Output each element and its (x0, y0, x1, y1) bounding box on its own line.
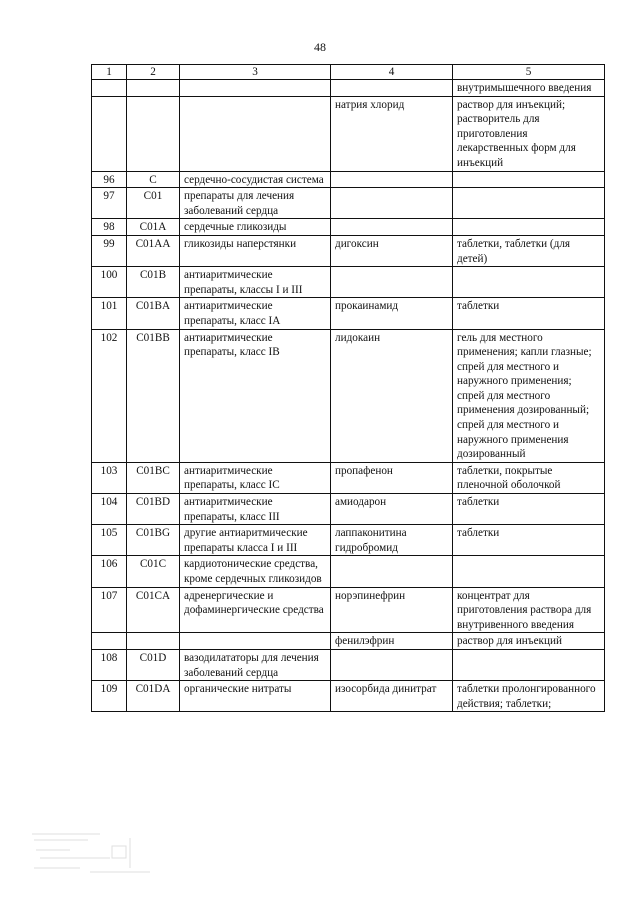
group-name-cell: антиаритмические препараты, класс IB (180, 329, 331, 462)
drug-name-cell: лаппаконитина гидробромид (331, 525, 453, 556)
table-row (92, 649, 605, 680)
table-row (92, 171, 605, 188)
group-name-cell: органические нитраты (180, 681, 331, 712)
row-number-cell: 97 (92, 188, 127, 219)
group-name-cell: сердечно-сосудистая система (180, 171, 331, 188)
header-row (92, 65, 605, 80)
dosage-form-cell (453, 649, 605, 680)
drug-name-cell (331, 267, 453, 298)
atc-code-cell: C01 (127, 188, 180, 219)
dosage-form-cell (453, 556, 605, 587)
atc-code-cell: C01BC (127, 462, 180, 493)
row-number-cell: 102 (92, 329, 127, 462)
row-number-cell: 108 (92, 649, 127, 680)
group-name-cell (180, 80, 331, 97)
table-row (92, 188, 605, 219)
drug-name-cell: норэпинефрин (331, 587, 453, 633)
group-name-cell: адренергические и дофаминергические средства (180, 587, 331, 633)
table-row (92, 462, 605, 493)
dosage-form-cell (453, 219, 605, 236)
table-row (92, 80, 605, 97)
group-name-cell: кардиотонические средства, кроме сердечных гликозидов (180, 556, 331, 587)
drug-name-cell: пропафенон (331, 462, 453, 493)
row-number-cell: 101 (92, 298, 127, 329)
atc-code-cell: C01BD (127, 494, 180, 525)
dosage-form-cell (453, 171, 605, 188)
group-name-cell: антиаритмические препараты, класс IA (180, 298, 331, 329)
dosage-form-cell: гель для местного применения; капли глазные; спрей для местного и наружного применения; спрей для местного применения дозированный; спрей для местного и наружного применения дозированный (453, 329, 605, 462)
dosage-form-cell (453, 188, 605, 219)
drug-name-cell: прокаинамид (331, 298, 453, 329)
row-number-cell: 105 (92, 525, 127, 556)
row-number-cell: 100 (92, 267, 127, 298)
dosage-form-cell: таблетки (453, 494, 605, 525)
atc-code-cell (127, 96, 180, 171)
header-cell: 5 (453, 65, 605, 80)
dosage-form-cell: внутримышечного введения (453, 80, 605, 97)
page-number: 48 (314, 40, 326, 54)
drug-name-cell: изосорбида динитрат (331, 681, 453, 712)
drug-name-cell: лидокаин (331, 329, 453, 462)
dosage-form-cell (453, 267, 605, 298)
table-row (92, 633, 605, 650)
atc-code-cell: C (127, 171, 180, 188)
drug-name-cell (331, 649, 453, 680)
table-row (92, 556, 605, 587)
group-name-cell: антиаритмические препараты, класс IC (180, 462, 331, 493)
table-row (92, 235, 605, 266)
table-row (92, 267, 605, 298)
header-cell: 4 (331, 65, 453, 80)
group-name-cell: антиаритмические препараты, класс III (180, 494, 331, 525)
drug-table (91, 64, 605, 712)
header-cell: 2 (127, 65, 180, 80)
header-cell: 3 (180, 65, 331, 80)
table-row (92, 329, 605, 462)
drug-name-cell: натрия хлорид (331, 96, 453, 171)
drug-name-cell (331, 556, 453, 587)
row-number-cell: 98 (92, 219, 127, 236)
row-number-cell: 103 (92, 462, 127, 493)
row-number-cell (92, 633, 127, 650)
atc-code-cell: C01BG (127, 525, 180, 556)
atc-code-cell: C01B (127, 267, 180, 298)
dosage-form-cell: таблетки (453, 298, 605, 329)
row-number-cell (92, 80, 127, 97)
row-number-cell: 109 (92, 681, 127, 712)
table-row (92, 96, 605, 171)
row-number-cell: 99 (92, 235, 127, 266)
dosage-form-cell: таблетки пролонгированного действия; таблетки; (453, 681, 605, 712)
atc-code-cell: C01D (127, 649, 180, 680)
drug-name-cell: дигоксин (331, 235, 453, 266)
dosage-form-cell: таблетки, таблетки (для детей) (453, 235, 605, 266)
group-name-cell: гликозиды наперстянки (180, 235, 331, 266)
atc-code-cell (127, 80, 180, 97)
table-row (92, 219, 605, 236)
row-number-cell: 104 (92, 494, 127, 525)
row-number-cell: 96 (92, 171, 127, 188)
dosage-form-cell: таблетки (453, 525, 605, 556)
atc-code-cell: C01BA (127, 298, 180, 329)
drug-name-cell (331, 171, 453, 188)
atc-code-cell: C01CA (127, 587, 180, 633)
dosage-form-cell: раствор для инъекций (453, 633, 605, 650)
atc-code-cell: C01A (127, 219, 180, 236)
faded-stamp-mark (30, 828, 160, 880)
group-name-cell: антиаритмические препараты, классы I и III (180, 267, 331, 298)
dosage-form-cell: раствор для инъекций; растворитель для приготовления лекарственных форм для инъекций (453, 96, 605, 171)
drug-name-cell: амиодарон (331, 494, 453, 525)
group-name-cell: другие антиаритмические препараты класса I и III (180, 525, 331, 556)
row-number-cell: 106 (92, 556, 127, 587)
atc-code-cell: C01C (127, 556, 180, 587)
atc-code-cell (127, 633, 180, 650)
atc-code-cell: C01DA (127, 681, 180, 712)
group-name-cell: сердечные гликозиды (180, 219, 331, 236)
table-row (92, 587, 605, 633)
table-row (92, 298, 605, 329)
drug-name-cell (331, 188, 453, 219)
atc-code-cell: C01BB (127, 329, 180, 462)
group-name-cell: препараты для лечения заболеваний сердца (180, 188, 331, 219)
drug-name-cell (331, 80, 453, 97)
group-name-cell (180, 96, 331, 171)
group-name-cell: вазодилататоры для лечения заболеваний сердца (180, 649, 331, 680)
table-row (92, 525, 605, 556)
dosage-form-cell: таблетки, покрытые пленочной оболочкой (453, 462, 605, 493)
atc-code-cell: C01AA (127, 235, 180, 266)
header-cell: 1 (92, 65, 127, 80)
group-name-cell (180, 633, 331, 650)
row-number-cell (92, 96, 127, 171)
table-row (92, 494, 605, 525)
row-number-cell: 107 (92, 587, 127, 633)
drug-name-cell (331, 219, 453, 236)
drug-name-cell: фенилэфрин (331, 633, 453, 650)
dosage-form-cell: концентрат для приготовления раствора для внутривенного введения (453, 587, 605, 633)
table-row (92, 681, 605, 712)
